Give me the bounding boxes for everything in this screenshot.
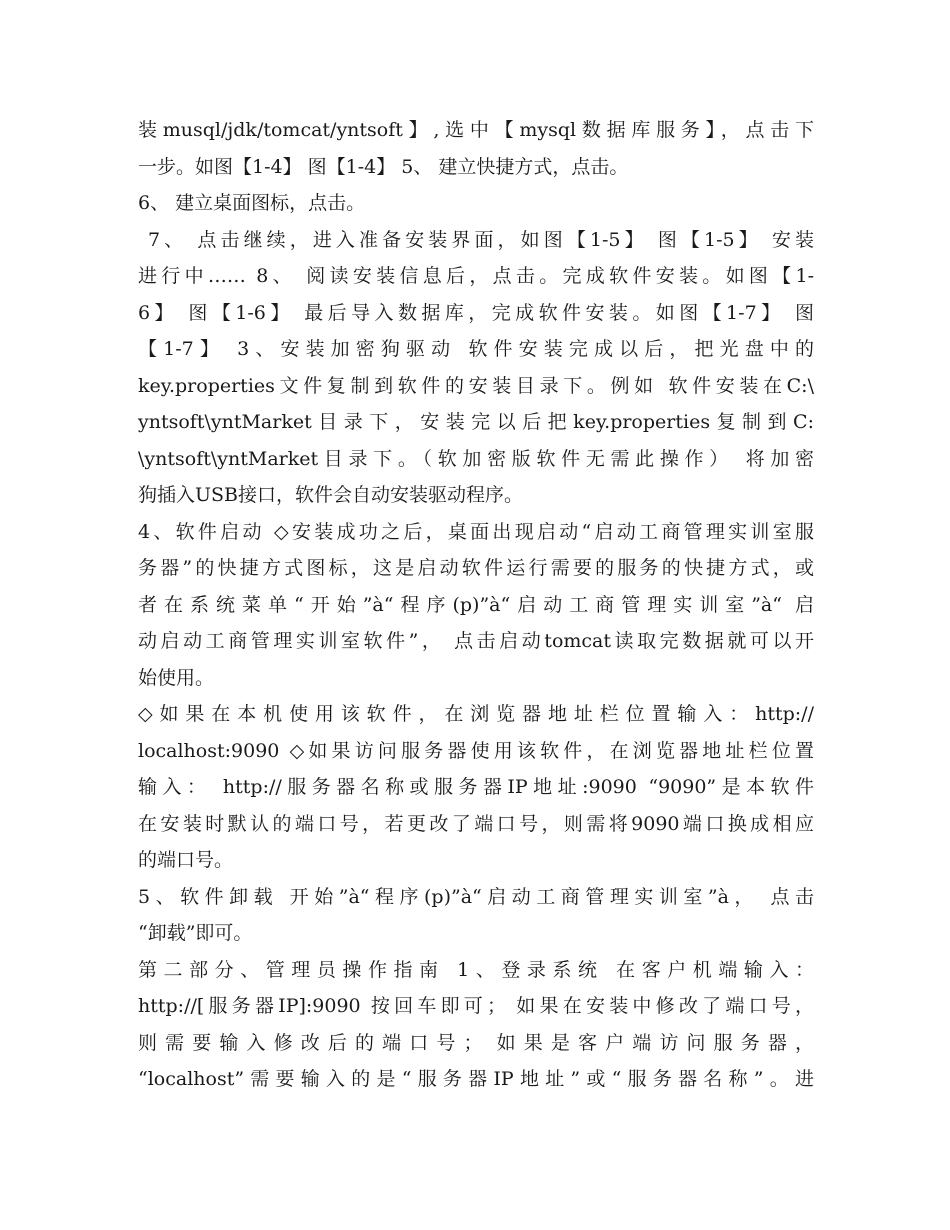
text-line: yntsoft\yntMarket目录下，安装完以后把key.properties复制到C: [138,411,814,433]
text-line: 者在系统菜单“开始”à“程序(p)”à“启动工商管理实训室”à“ 启 [138,593,814,616]
document-page [138,112,814,1098]
text-line: “localhost”需要输入的是“服务器IP地址”或“服务器名称”。进 [138,1068,814,1090]
text-line: 【1-7】 3、安装加密狗驱动 软件安装完成以后，把光盘中的 [138,338,814,360]
text-line: 进行中…… 8、 阅读安装信息后，点击。完成软件安装。如图【1- [138,265,814,287]
text-line: “卸载”即可。 [138,922,253,944]
text-line: 则需要输入修改后的端口号； 如果是客户端访问服务器， [138,1031,814,1054]
text-line: 的端口号。 [138,849,234,871]
text-line: 6、 建立桌面图标，点击。 [138,192,366,214]
text-line: 5、软件卸载 开始”à“程序(p)”à“启动工商管理实训室”à， 点击 [138,885,814,908]
text-line: 输入： http://服务器名称或服务器IP地址:9090 “9090”是本软件 [138,776,814,798]
text-line: http://[服务器IP]:9090 按回车即可； 如果在安装中修改了端口号， [138,995,814,1017]
text-line: 6】 图【1-6】 最后导入数据库，完成软件安装。如图【1-7】 图 [138,301,814,324]
text-line: 一步。如图【1-4】 图【1-4】 5、 建立快捷方式，点击。 [138,155,629,178]
text-line: 7、 点击继续，进入准备安装界面，如图【1-5】 图【1-5】 安装 [148,228,814,251]
text-line: 动启动工商管理实训室软件”， 点击启动tomcat读取完数据就可以开 [138,630,814,652]
text-line: localhost:9090 ◇如果访问服务器使用该软件，在浏览器地址栏位置 [138,739,814,762]
text-line: 装musql/jdk/tomcat/yntsoft】,选中【mysql数据库服务】，点击下 [138,119,814,141]
text-line: 狗插入USB接口，软件会自动安装驱动程序。 [138,484,523,506]
text-line: 在安装时默认的端口号，若更改了端口号，则需将9090端口换成相应 [138,812,814,835]
text-line: ◇如果在本机使用该软件，在浏览器地址栏位置输入：http:// [138,703,814,725]
text-line: 始使用。 [138,666,215,689]
text-line: 第二部分、管理员操作指南 1、登录系统 在客户机端输入： [138,958,814,981]
text-line: 务器”的快捷方式图标，这是启动软件运行需要的服务的快捷方式，或 [138,557,814,579]
text-line: key.properties文件复制到软件的安装目录下。例如 软件安装在C:\ [138,374,814,397]
text-line: 4、软件启动 ◇安装成功之后，桌面出现启动“启动工商管理实训室服 [138,520,814,543]
text-line: \yntsoft\yntMarket目录下。（软加密版软件无需此操作） 将加密 [138,447,814,470]
